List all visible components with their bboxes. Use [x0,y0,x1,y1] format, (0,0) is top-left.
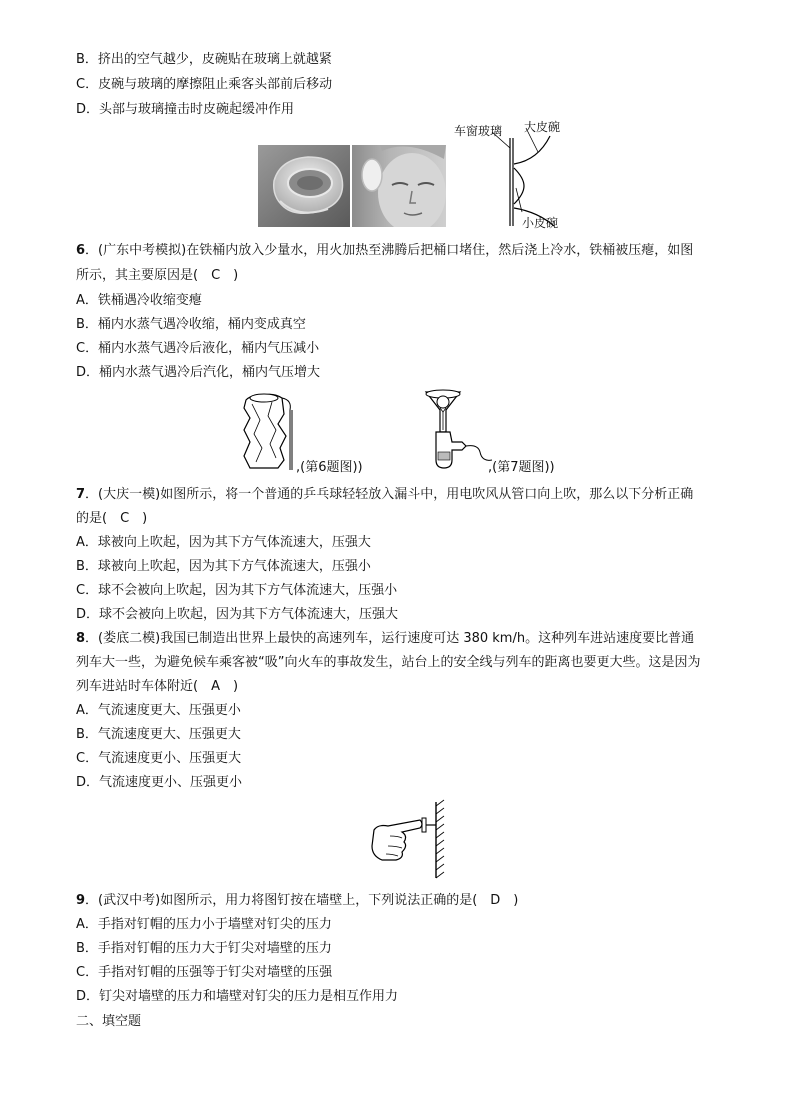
q6-option-d: D．桶内水蒸气遇冷后汽化，桶内气压增大 [76,365,321,380]
q7-option-b: B．球被向上吹起，因为其下方气体流速大，压强小 [76,559,371,574]
q9-option-d: D．钉尖对墙壁的压力和墙壁对钉尖的压力是相互作用力 [76,989,399,1004]
crushed-bucket-figure [238,390,298,474]
q5-option-d: D．头部与玻璃撞击时皮碗起缓冲作用 [76,102,295,117]
q7-stem-line1: 7．(大庆一模)如图所示，将一个普通的乒乓球轻轻放入漏斗中，用电吹风从管口向上吹，那么以下分析正确 [76,487,694,502]
figure-6-caption: ,(第6题图)) [296,460,363,475]
q9-option-c: C．手指对钉帽的压强等于钉尖对墙壁的压强 [76,965,333,980]
q8-option-b: B．气流速度更大、压强更大 [76,727,241,742]
q7-stem-line2: 的是( C ) [76,511,148,526]
q8-number: 8 [76,631,86,646]
q9-number: 9 [76,893,86,908]
q9-option-b: B．手指对钉帽的压力大于钉尖对墙壁的压力 [76,941,332,956]
section-heading-fill-in: 二、填空题 [76,1014,142,1029]
q8-option-a: A．气流速度更大、压强更小 [76,703,241,718]
q8-stem-line2: 列车大一些，为避免候车乘客被“吸”向火车的事故发生，站台上的安全线与列车的距离也要更大些。这是因为 [76,655,701,670]
q5-option-c: C．皮碗与玻璃的摩擦阻止乘客头部前后移动 [76,77,333,92]
q8-option-d: D．气流速度更小、压强更小 [76,775,243,790]
q6-stem-line2: 所示，其主要原因是( C ) [76,268,239,283]
q6-option-c: C．桶内水蒸气遇冷后液化，桶内气压减小 [76,341,320,356]
q7-option-d: D．球不会被向上吹起，因为其下方气体流速大，压强大 [76,607,399,622]
q7-number: 7 [76,487,86,502]
label-car-window: 车窗玻璃 [454,124,503,138]
label-small-bowl: 小皮碗 [522,216,559,230]
figure-7-caption: ,(第7题图)) [488,460,555,475]
suction-cup-photo [258,145,350,227]
q9-stem-line1: 9．(武汉中考)如图所示，用力将图钉按在墙壁上，下列说法正确的是( D ) [76,893,519,908]
passenger-face-photo [352,145,446,227]
suction-cup-diagram [450,118,600,230]
q8-stem-line3: 列车进站时车体附近( A ) [76,679,239,694]
q8-option-c: C．气流速度更小、压强更大 [76,751,242,766]
q6-option-b: B．桶内水蒸气遇冷收缩，桶内变成真空 [76,317,306,332]
q5-option-b: B．挤出的空气越少，皮碗贴在玻璃上就越紧 [76,52,332,67]
pushpin-wall-figure [368,796,454,880]
q6-number: 6 [76,243,86,258]
q8-stem-line1: 8．(娄底二模)我国已制造出世界上最快的高速列车，运行速度可达 380 km/h。这种列车进站速度要比普通 [76,631,695,646]
q6-stem-line1: 6．(广东中考模拟)在铁桶内放入少量水，用火加热至沸腾后把桶口堵住，然后浇上冷水，铁桶被压瘪，如图 [76,243,694,258]
q7-option-a: A．球被向上吹起，因为其下方气体流速大，压强大 [76,535,371,550]
label-big-bowl: 大皮碗 [524,120,561,134]
q9-option-a: A．手指对钉帽的压力小于墙壁对钉尖的压力 [76,917,332,932]
q7-option-c: C．球不会被向上吹起，因为其下方气体流速大，压强小 [76,583,398,598]
q6-option-a: A．铁桶遇冷收缩变瘪 [76,293,202,308]
